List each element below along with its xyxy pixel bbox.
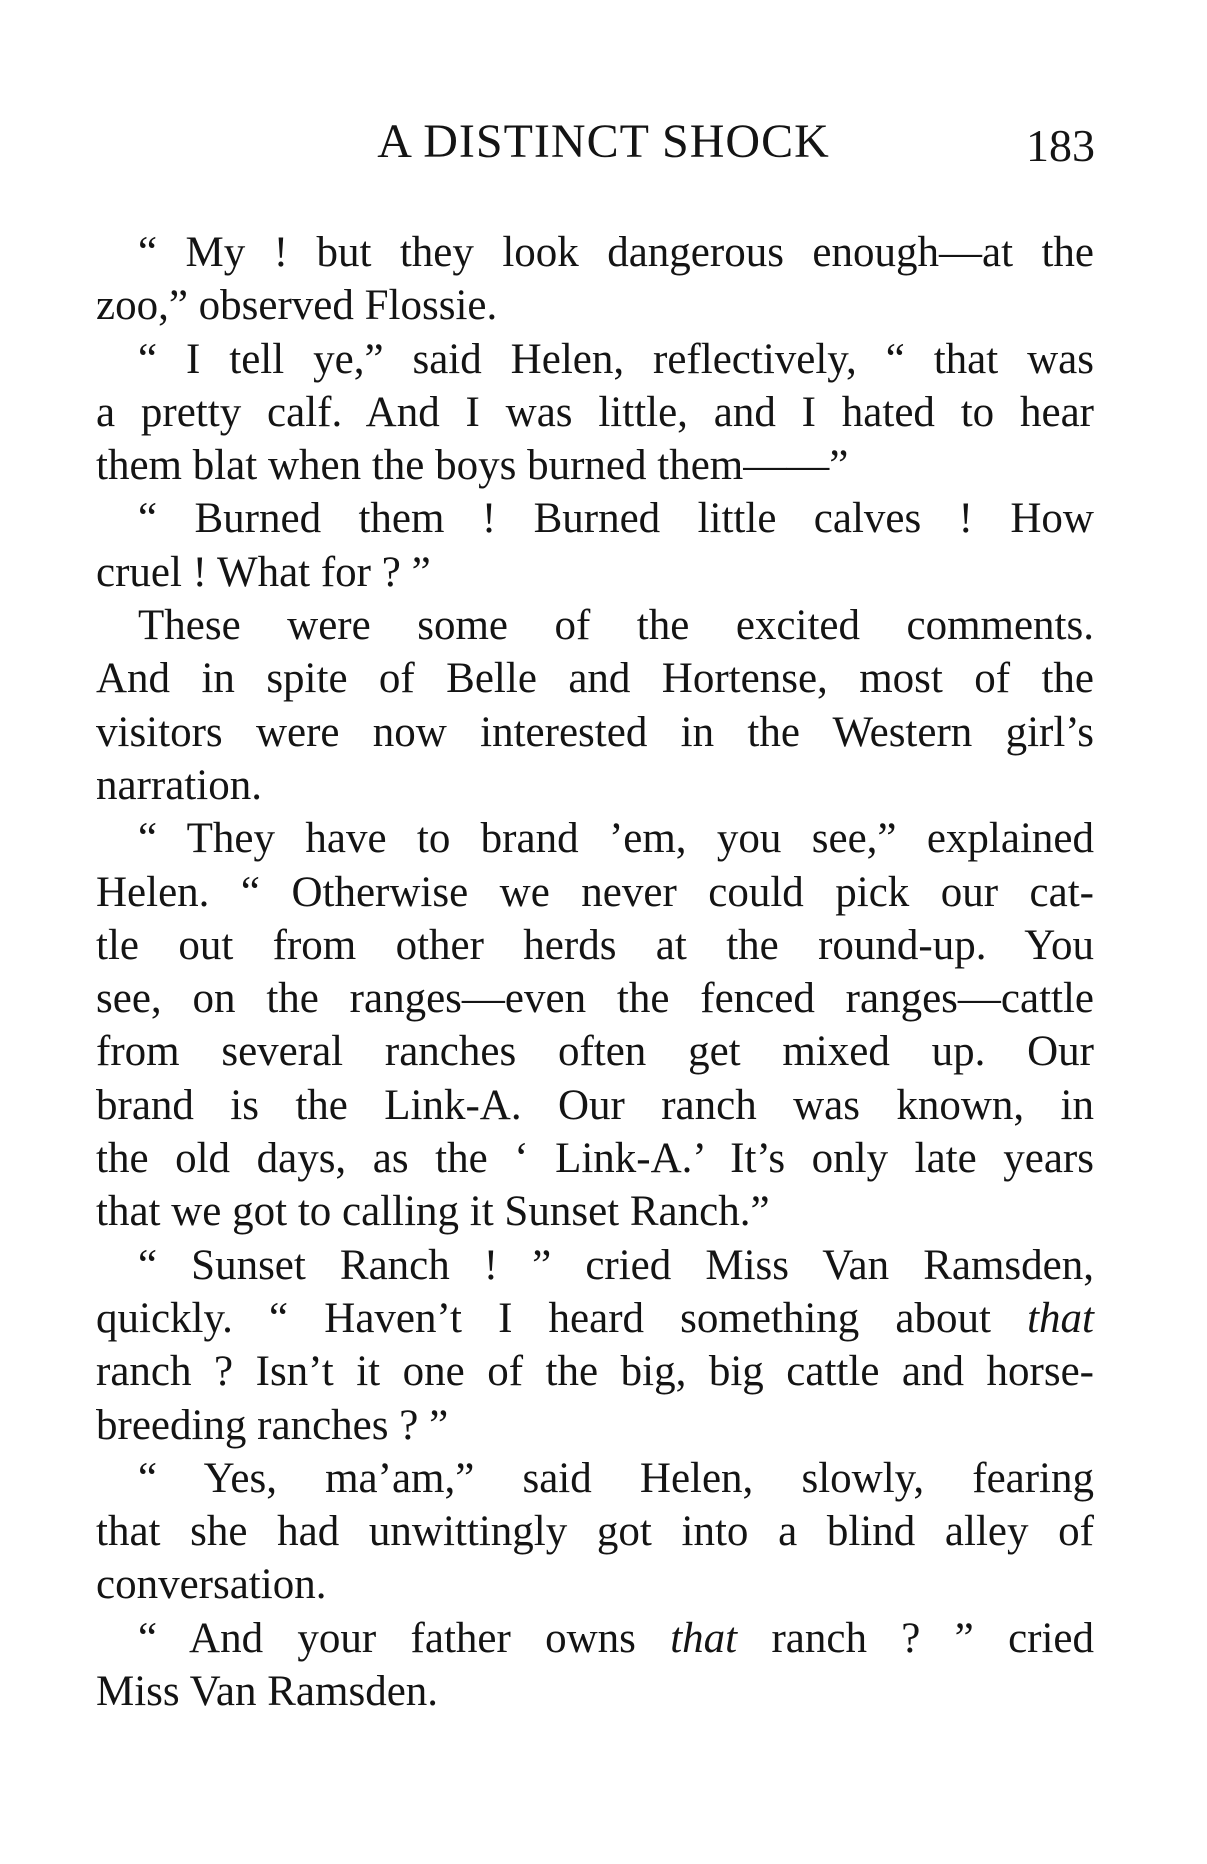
text-line: “ And your father owns that ranch ? ” cried [138, 1614, 1095, 1662]
text-line: And in spite of Belle and Hortense, most of the [96, 655, 1094, 703]
text-line: “ Burned them ! Burned little calves ! How [138, 495, 1094, 543]
italic-emphasis: that [1027, 1294, 1094, 1342]
text-line: cruel ! What for ? ” [96, 548, 431, 596]
text-line: These were some of the excited comments. [138, 602, 1094, 650]
text-line: visitors were now interested in the Western girl’s [96, 708, 1094, 756]
text-line: “ Sunset Ranch ! ” cried Miss Van Ramsden, [138, 1241, 1094, 1289]
text-line: them blat when the boys burned them——” [96, 442, 849, 490]
text-line: “ They have to brand ’em, you see,” explained [138, 815, 1094, 863]
text-line: from several ranches often get mixed up. Our [96, 1028, 1094, 1076]
italic-emphasis: that [670, 1614, 738, 1662]
text-line: breeding ranches ? ” [96, 1401, 449, 1449]
text-line: tle out from other herds at the round-up. You [96, 921, 1094, 969]
body-text [96, 226, 1094, 1718]
text-line: “ Yes, ma’am,” said Helen, slowly, fearing [138, 1454, 1094, 1502]
text-line: ranch ? Isn’t it one of the big, big cattle and horse- [96, 1348, 1094, 1396]
text-line: Helen. “ Otherwise we never could pick our cat- [96, 868, 1094, 916]
text-line: that we got to calling it Sunset Ranch.” [96, 1188, 770, 1236]
text-line: that she had unwittingly got into a blind alley of [96, 1508, 1094, 1556]
text-line: “ I tell ye,” said Helen, reflectively, “ that was [138, 335, 1094, 383]
text-line: conversation. [96, 1561, 327, 1609]
page-number: 183 [1026, 120, 1095, 171]
text-line: the old days, as the ‘ Link-A.’ It’s only late years [96, 1135, 1094, 1183]
text-line: zoo,” observed Flossie. [96, 282, 498, 330]
text-line: Miss Van Ramsden. [96, 1668, 439, 1716]
text-line: quickly. “ Haven’t I heard something about that [96, 1294, 1094, 1342]
text-line: “ My ! but they look dangerous enough—at the [138, 229, 1094, 276]
text-line: brand is the Link-A. Our ranch was known, in [96, 1081, 1094, 1129]
text-line: narration. [96, 761, 262, 809]
chapter-title: A DISTINCT SHOCK [377, 115, 830, 168]
text-line: a pretty calf. And I was little, and I hated to hear [96, 388, 1094, 436]
running-head [0, 112, 1207, 172]
text-line: see, on the ranges—even the fenced ranges—cattle [96, 975, 1094, 1023]
